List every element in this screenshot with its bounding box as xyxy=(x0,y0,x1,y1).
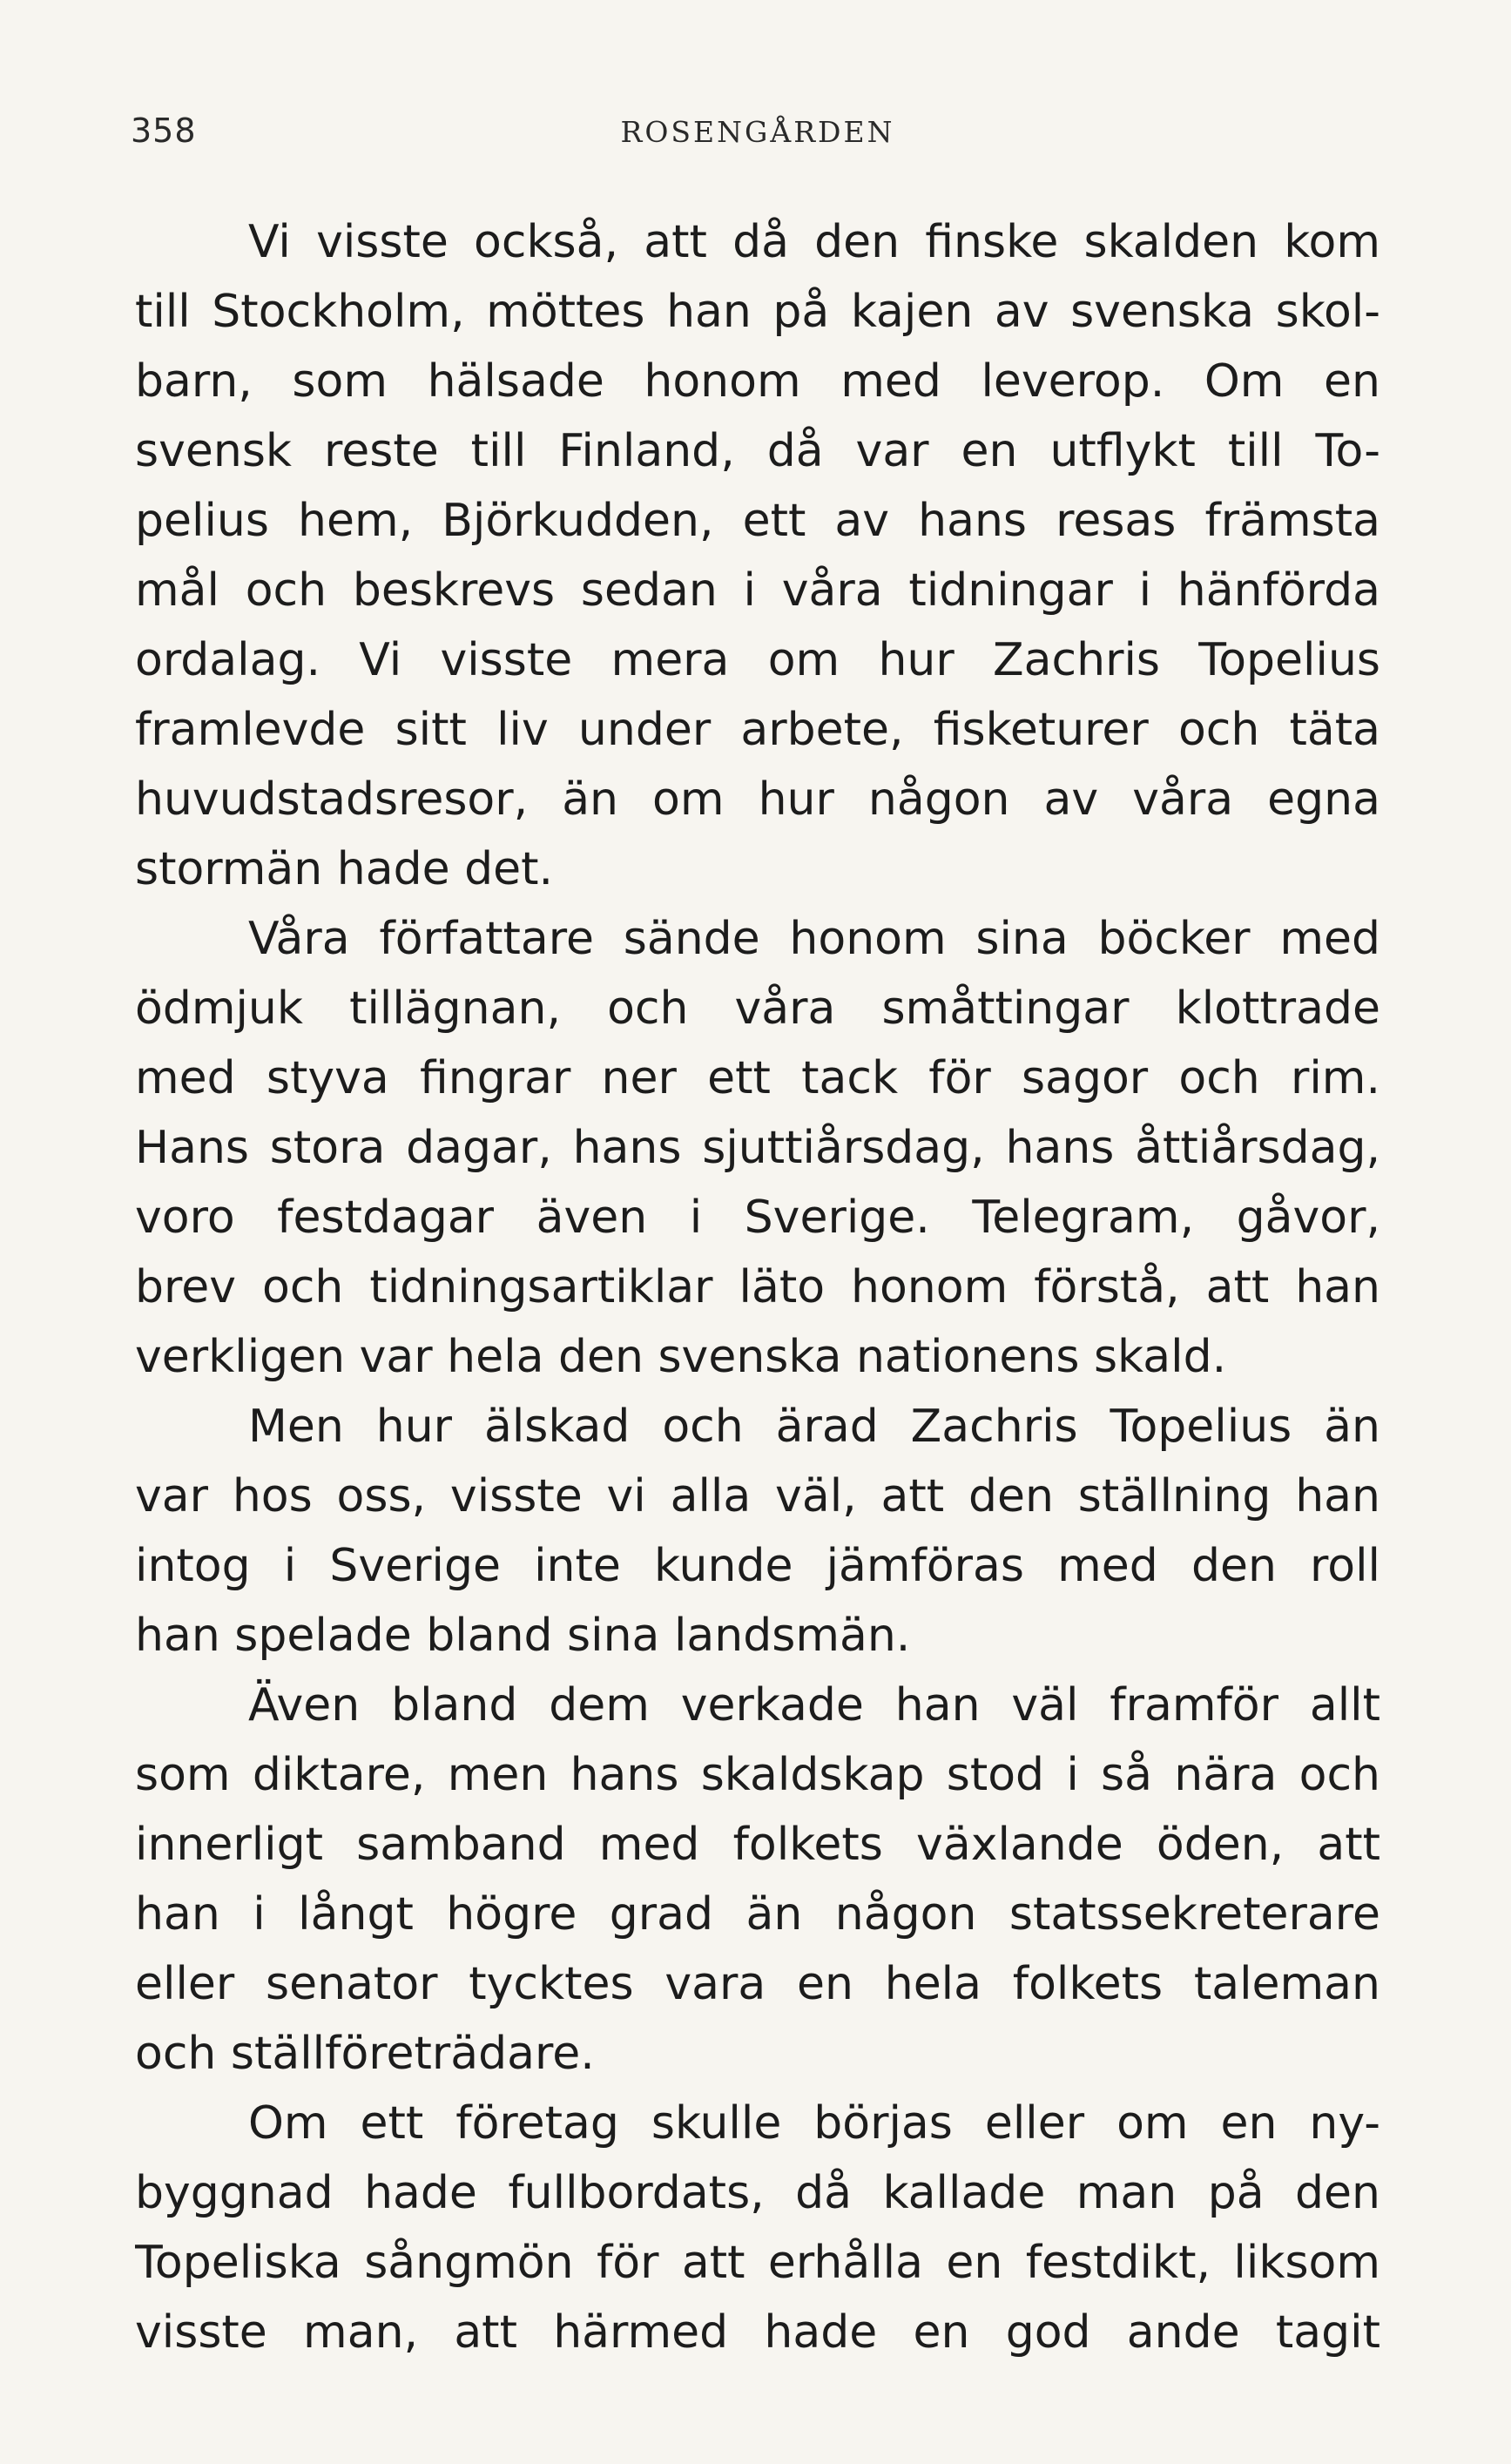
text-line: Våra författare sände honom sina böcker med xyxy=(248,913,1380,965)
text-line: verkligen var hela den svenska nationens skald. xyxy=(135,1331,1227,1383)
text-line: intog i Sverige inte kunde jämföras med den roll xyxy=(135,1540,1380,1592)
text-line: ödmjuk tillägnan, och våra småttingar klottrade xyxy=(135,982,1380,1035)
text-line: var hos oss, visste vi alla väl, att den ställning han xyxy=(135,1470,1380,1522)
text-line: han i långt högre grad än någon statssekreterare xyxy=(135,1888,1380,1941)
text-line: innerligt samband med folkets växlande öden, att xyxy=(135,1819,1380,1871)
text-line: byggnad hade fullbordats, då kallade man på den xyxy=(135,2167,1380,2219)
text-line: framlevde sitt liv under arbete, fisketurer och täta xyxy=(135,704,1380,756)
text-line: barn, som hälsade honom med leverop. Om en xyxy=(135,355,1380,408)
text-line: som diktare, men hans skaldskap stod i så nära och xyxy=(135,1749,1380,1801)
text-line: stormän hade det. xyxy=(135,843,554,895)
text-line: mål och beskrevs sedan i våra tidningar i hänförda xyxy=(135,564,1380,617)
text-line: voro festdagar även i Sverige. Telegram, gåvor, xyxy=(135,1191,1380,1244)
text-line: brev och tidningsartiklar läto honom förstå, att han xyxy=(135,1261,1380,1313)
text-line: huvudstadsresor, än om hur någon av våra egna xyxy=(135,773,1380,826)
text-line: Men hur älskad och ärad Zachris Topelius än xyxy=(248,1401,1380,1453)
text-line: pelius hem, Björkudden, ett av hans resas främsta xyxy=(135,495,1380,547)
text-line: Topeliska sångmön för att erhålla en festdikt, liksom xyxy=(135,2237,1380,2289)
text-line: visste man, att härmed hade en god ande tagit xyxy=(135,2306,1380,2359)
text-line: svensk reste till Finland, då var en utflykt till To- xyxy=(135,425,1380,477)
text-line: till Stockholm, möttes han på kajen av svenska skol- xyxy=(135,286,1380,338)
running-title: ROSENGÅRDEN xyxy=(620,115,895,149)
text-line: Om ett företag skulle börjas eller om en ny- xyxy=(248,2097,1380,2150)
body-text xyxy=(135,207,1380,2367)
page-header xyxy=(131,111,1385,164)
text-line: och ställföreträdare. xyxy=(135,2028,595,2080)
text-line: Vi visste också, att då den finske skalden kom xyxy=(248,216,1380,268)
text-line: Även bland dem verkade han väl framför allt xyxy=(248,1679,1380,1732)
text-line: med styva fingrar ner ett tack för sagor och rim. xyxy=(135,1052,1380,1104)
text-line: eller senator tycktes vara en hela folkets taleman xyxy=(135,1958,1380,2010)
text-line: han spelade bland sina landsmän. xyxy=(135,1610,911,1662)
text-line: ordalag. Vi visste mera om hur Zachris Topelius xyxy=(135,634,1380,686)
page-number: 358 xyxy=(131,111,197,150)
text-line: Hans stora dagar, hans sjuttiårsdag, hans åttiårsdag, xyxy=(135,1122,1380,1174)
